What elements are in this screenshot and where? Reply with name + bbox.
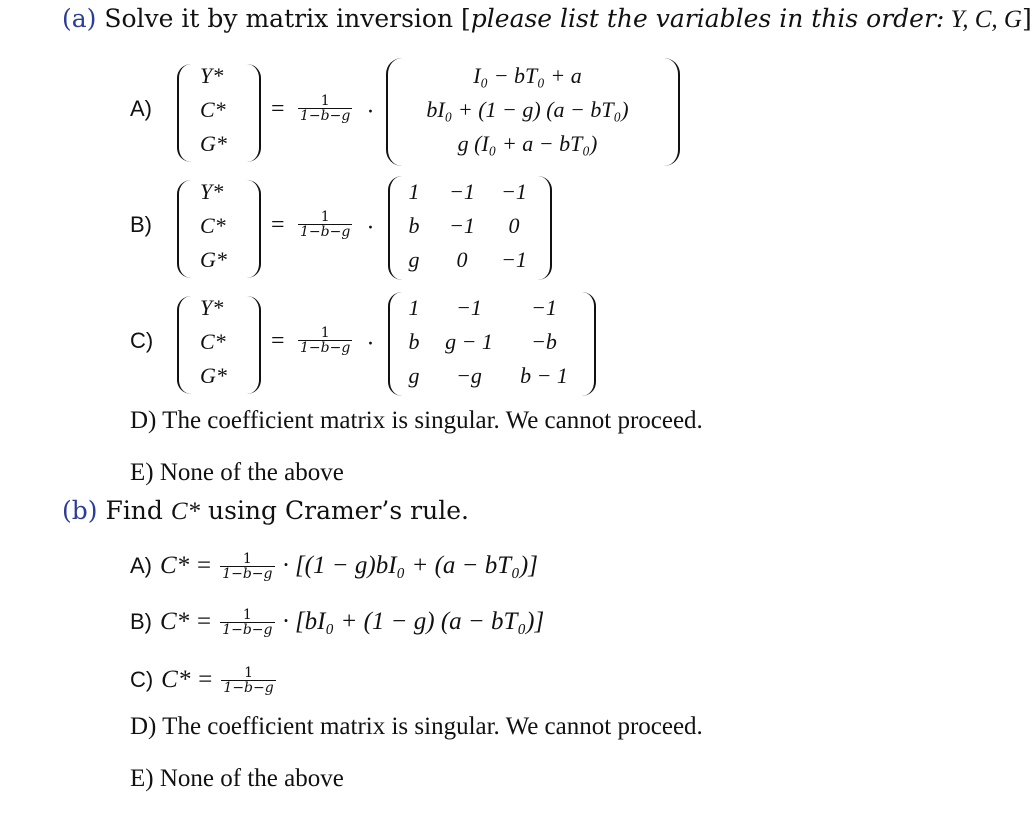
choice-letter: A) [130, 553, 152, 578]
part-a-instruction: please list the variables in this order: [470, 4, 945, 33]
matrix-right-paren [582, 292, 596, 396]
vector-c: C* [200, 329, 226, 354]
choice-b-e: E) None of the above [130, 765, 344, 792]
dot-operator: · [367, 216, 374, 241]
matrix-cell: b [408, 213, 420, 238]
matrix-cell: 0 [508, 213, 520, 238]
choice-letter: B) [130, 609, 152, 634]
scalar-fraction: $\frac{1}{1-b-g}$ [223, 665, 274, 696]
choice-b-b [130, 606, 544, 637]
matrix-cell: −1 [501, 247, 527, 272]
matrix-cell: −1 [449, 179, 475, 204]
dot-operator: · [367, 332, 374, 357]
vector-y: Y* [200, 295, 224, 320]
vector-c: C* [200, 213, 226, 238]
choice-letter: C) [130, 667, 154, 692]
matrix-cell: 1 [408, 295, 420, 320]
vector-y: Y* [200, 179, 224, 204]
part-a-label: (a) [62, 4, 97, 33]
matrix-cell: g − 1 [445, 329, 493, 354]
choice-b-c [130, 664, 276, 695]
matrix-cell: −g [456, 363, 482, 388]
choice-c-letter: C) [130, 328, 154, 353]
scalar-fraction: $\frac{1}{1-b-g}$ [222, 551, 273, 582]
matrix-cell: −1 [449, 213, 475, 238]
matrix-cell: −b [531, 329, 557, 354]
choice-a-d: D) The coefficient matrix is singular. We cannot proceed. [130, 407, 703, 434]
choice-b-block [0, 170, 936, 290]
part-b-heading [62, 496, 469, 527]
scalar-fraction: $\frac{1}{1-b-g}$ [300, 93, 351, 124]
vector-right-paren [247, 180, 261, 278]
lhs: C* = [161, 666, 214, 693]
choice-b-a [130, 550, 538, 581]
lhs: C* = [159, 552, 213, 579]
matrix-cell: 0 [456, 247, 468, 272]
rhs-right-paren [664, 58, 680, 166]
choice-a-e: E) None of the above [130, 459, 344, 486]
choice-c-block [0, 290, 936, 400]
vector-right-paren [247, 64, 261, 162]
part-b-text-after: using Cramer’s rule. [200, 496, 469, 525]
part-a-heading [62, 4, 1032, 35]
choice-b-d: D) The coefficient matrix is singular. We cannot proceed. [130, 713, 703, 740]
vector-g: G* [200, 131, 227, 156]
vector-c: C* [200, 97, 226, 122]
rhs-row-2: bI₀ + (1 − g) (a − bT₀) [426, 97, 629, 122]
matrix-cell: b − 1 [520, 363, 568, 388]
part-a-text: Solve it by matrix inversion [ [104, 4, 471, 33]
vector-left-paren [177, 180, 191, 278]
part-b-label: (b) [62, 496, 98, 525]
matrix-cell: g [408, 363, 420, 388]
part-a-vars: Y, C, G [944, 6, 1022, 33]
vector-g: G* [200, 247, 227, 272]
part-b-var: C* [170, 498, 201, 525]
matrix-cell: 1 [408, 179, 420, 204]
rhs-row-1: I₀ − bT₀ + a [473, 63, 582, 88]
scalar-fraction: $\frac{1}{1-b-g}$ [222, 607, 273, 638]
rhs-row-3: g (I₀ + a − bT₀) [457, 131, 598, 156]
part-b-text-before: Find [105, 496, 171, 525]
vector-g: G* [200, 363, 227, 388]
rhs: · [bI₀ + (1 − g) (a − bT₀)] [282, 608, 545, 635]
matrix-cell: g [408, 247, 420, 272]
rhs: · [(1 − g)bI₀ + (a − bT₀)] [282, 552, 538, 579]
choice-a-block [0, 50, 936, 170]
lhs: C* = [159, 608, 213, 635]
matrix-cell: −1 [531, 295, 557, 320]
part-a-close: ] [1021, 4, 1032, 33]
matrix-right-paren [538, 176, 552, 280]
matrix-cell: b [408, 329, 420, 354]
choice-b-letter: B) [130, 212, 152, 237]
vector-right-paren [247, 296, 261, 394]
vector-left-paren [177, 296, 191, 394]
equals-sign: = [271, 212, 285, 238]
scalar-fraction: $\frac{1}{1-b-g}$ [300, 325, 351, 356]
equals-sign: = [271, 96, 285, 122]
dot-operator: · [367, 100, 374, 125]
equals-sign: = [271, 328, 285, 354]
choice-a-letter: A) [130, 96, 152, 121]
vector-y: Y* [200, 63, 224, 88]
matrix-cell: −1 [501, 179, 527, 204]
scalar-fraction: $\frac{1}{1-b-g}$ [300, 209, 351, 240]
vector-left-paren [177, 64, 191, 162]
matrix-cell: −1 [456, 295, 482, 320]
